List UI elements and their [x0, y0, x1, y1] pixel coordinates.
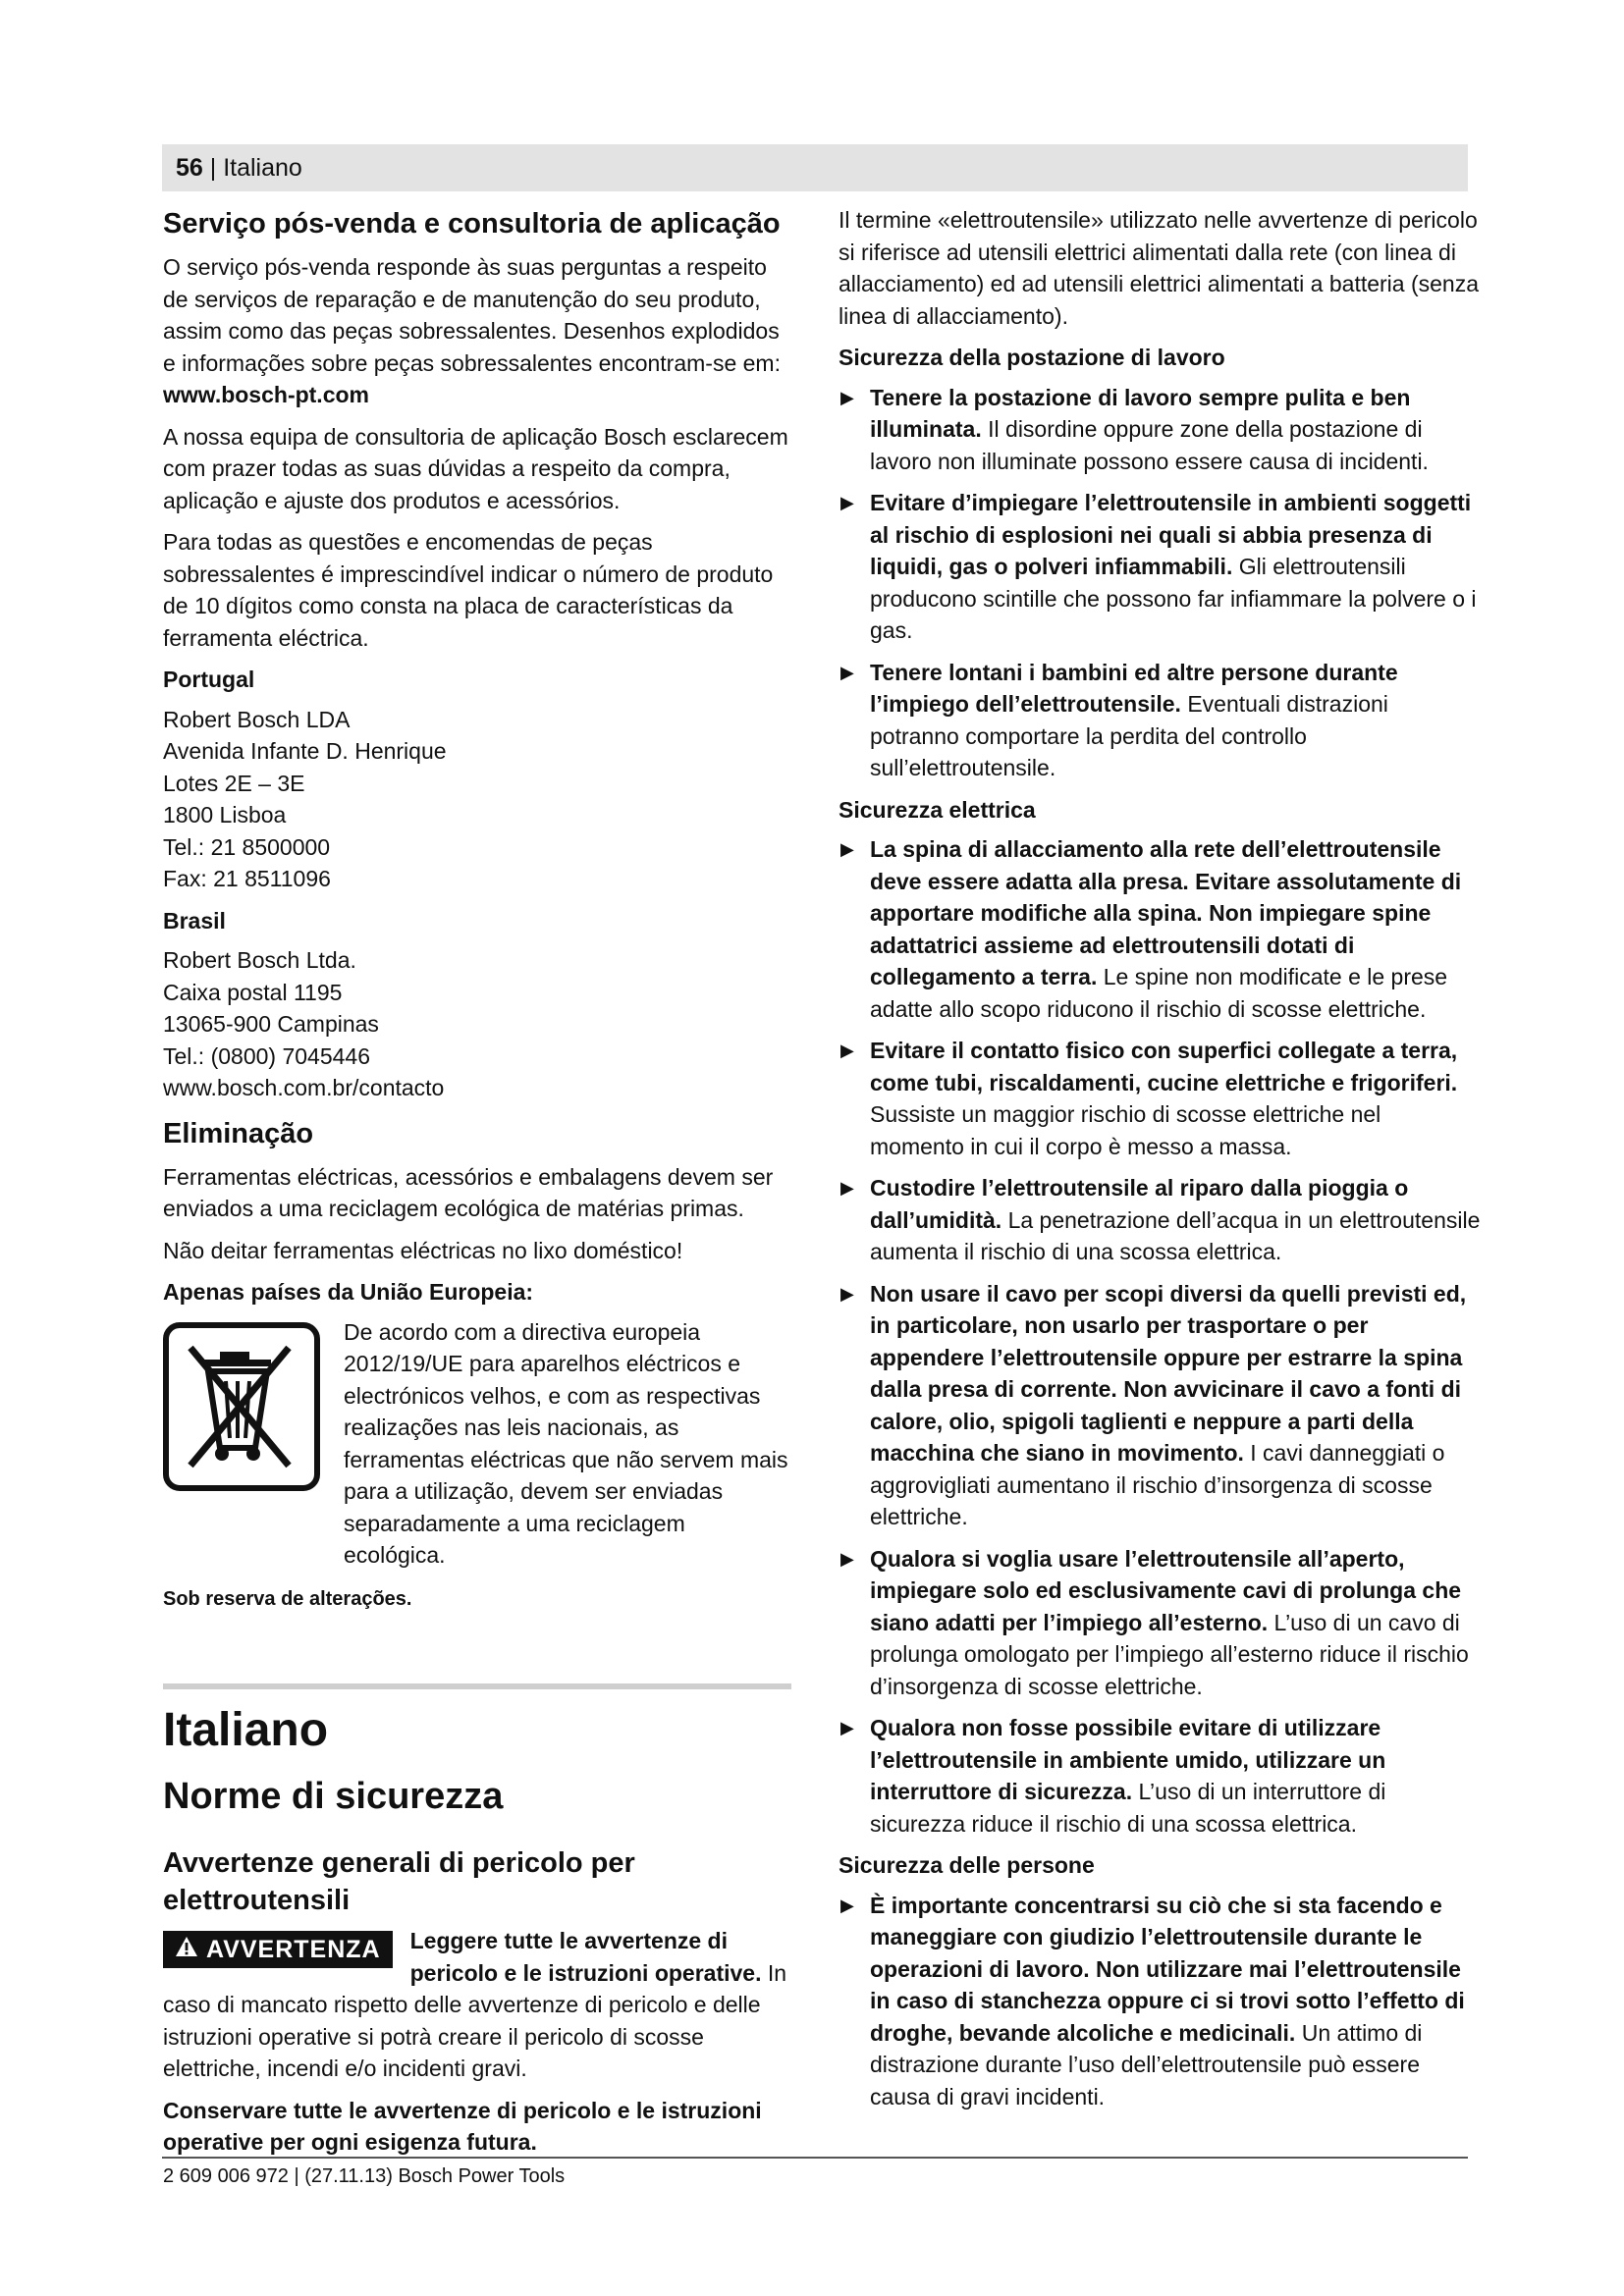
bullet-arrow-icon: ▶	[840, 1178, 854, 1198]
warning-badge	[163, 1931, 393, 1968]
bullet-bold: Tenere lontani i bambini ed altre persone durante l’impiego dell’elettroutensile.	[870, 659, 1398, 717]
address-line: 1800 Lisboa	[163, 802, 287, 828]
address-line: 13065-900 Campinas	[163, 1011, 379, 1037]
bullet-item	[839, 382, 1481, 478]
footer-divider	[162, 2157, 1468, 2159]
warning-badge-label: AVVERTENZA	[206, 1936, 381, 1963]
service-paragraph-1-text: O serviço pós-venda responde às suas perguntas a respeito de serviços de reparação e de manutenção do seu produto, assim como das peças sobressalentes. Desenhos explodidos e informações sobre peças sobressalentes encontram-se em:	[163, 254, 781, 376]
avvertenze-title: Avvertenze generali di pericolo per elettroutensili	[163, 1847, 635, 1916]
bullet-arrow-icon: ▶	[840, 1718, 854, 1737]
bullet-bold: La spina di allacciamento alla rete dell’elettroutensile deve essere adatta alla presa. Evitare assolutamente di apportare modifiche alla spina. Non impiegare spine adattatrici assieme ad elettroutensili dotati di collegamento a terra.	[870, 836, 1462, 989]
address-line: Robert Bosch Ltda.	[163, 947, 356, 973]
bullet-arrow-icon: ▶	[840, 1895, 854, 1915]
work-safety-heading: Sicurezza della postazione di lavoro	[839, 345, 1225, 370]
bullet-arrow-icon: ▶	[840, 662, 854, 682]
eu-heading: Apenas países da União Europeia:	[163, 1279, 534, 1305]
service-title: Serviço pós-venda e consultoria de aplicação	[163, 208, 781, 240]
bullet-item	[839, 1543, 1481, 1703]
bullet-arrow-icon: ▶	[840, 387, 854, 407]
bullet-arrow-icon: ▶	[840, 839, 854, 859]
bullet-item	[839, 1035, 1481, 1162]
bullet-text: I cavi danneggiati o aggrovigliati aumentano il rischio d’insorgenza di scosse elettriche.	[870, 1440, 1445, 1529]
portugal-heading: Portugal	[163, 667, 255, 692]
left-column	[163, 204, 791, 2168]
service-url: www.bosch-pt.com	[163, 382, 369, 407]
warning-paragraph	[163, 1925, 791, 2085]
bullet-bold: Non usare il cavo per scopi diversi da quelli previsti ed, in particolare, non usarlo per trasportare o per appendere l’elettroutensile oppure per estrarre la spina dalla presa di corrente. Non avvicinare il cavo a fonti di calore, olio, spigoli taglienti e neppure a parti della macchina che siano in movimento.	[870, 1280, 1467, 1466]
portugal-address	[163, 704, 791, 895]
page-number: 56	[176, 154, 203, 182]
bullet-item	[839, 487, 1481, 647]
bullet-text: Gli elettroutensili producono scintille che possono far infiammare la polvere o i gas.	[870, 554, 1477, 643]
bullet-bold: Qualora non fosse possibile evitare di utilizzare l’elettroutensile in ambiente umido, utilizzare un interruttore di sicurezza.	[870, 1715, 1386, 1804]
keep-instructions: Conservare tutte le avvertenze di pericolo e le istruzioni operative per ogni esigenza futura.	[163, 2097, 762, 2155]
service-paragraph-3: Para todas as questões e encomendas de peças sobressalentes é imprescindível indicar o número de produto de 10 dígitos como consta na placa de características da ferramenta eléctrica.	[163, 529, 774, 651]
footer-text: 2 609 006 972 | (27.11.13) Bosch Power Tools	[163, 2165, 566, 2187]
service-paragraph-1	[163, 251, 791, 411]
electric-safety-heading: Sicurezza elettrica	[839, 796, 1036, 823]
brasil-address	[163, 944, 791, 1104]
intro-paragraph: Il termine «elettroutensile» utilizzato nelle avvertenze di pericolo si riferisce ad utensili elettrici alimentati dalla rete (con linea di allacciamento) ed ad utensili elettrici alimentati a batteria (senza linea di allacciamento).	[839, 207, 1479, 329]
address-line: Fax: 21 8511096	[163, 866, 331, 891]
bullet-arrow-icon: ▶	[840, 1548, 854, 1569]
bullet-item	[839, 833, 1481, 1025]
bullet-bold: Qualora si voglia usare l’elettroutensile all’aperto, impiegare solo ed esclusivamente cavi di prolunga che siano adatti per l’impiego all’esterno.	[870, 1545, 1462, 1635]
address-line: Robert Bosch LDA	[163, 706, 351, 732]
bullet-text: Sussiste un maggior rischio di scosse elettriche nel momento in cui il corpo è messo a massa.	[870, 1101, 1381, 1159]
address-line: Avenida Infante D. Henrique	[163, 738, 447, 764]
bullet-text: Un attimo di distrazione durante l’uso dell’elettroutensile può essere causa di gravi incidenti.	[870, 2019, 1423, 2109]
bullet-item	[839, 1712, 1481, 1840]
bullet-text: La penetrazione dell’acqua in un elettroutensile aumenta il rischio di una scossa elettrica.	[870, 1206, 1481, 1264]
bullet-item	[839, 1172, 1481, 1268]
bullet-text: Eventuali distrazioni potranno comportare la perdita del controllo sull’elettroutensile.	[870, 691, 1388, 780]
bullet-item	[839, 1278, 1481, 1533]
address-line: Tel.: (0800) 7045446	[163, 1042, 370, 1069]
header-bar	[162, 144, 1468, 191]
header-text	[176, 152, 302, 184]
disposal-paragraph-2: Não deitar ferramentas eléctricas no lixo doméstico!	[163, 1237, 683, 1263]
bullet-bold: Tenere la postazione di lavoro sempre pulita e ben illuminata.	[870, 384, 1411, 442]
italiano-title: Italiano	[163, 1704, 329, 1756]
bullet-bold: Evitare il contatto fisico con superfici collegate a terra, come tubi, riscaldamenti, cucine elettriche e frigoriferi.	[870, 1038, 1458, 1095]
bullet-bold: Custodire l’elettroutensile al riparo dalla pioggia o dall’umidità.	[870, 1175, 1409, 1233]
brasil-heading: Brasil	[163, 907, 226, 934]
bullet-item	[839, 657, 1481, 784]
header-separator: |	[202, 154, 224, 182]
address-line: Lotes 2E – 3E	[163, 770, 305, 796]
address-line: www.bosch.com.br/contacto	[163, 1075, 445, 1100]
address-line: Tel.: 21 8500000	[163, 833, 331, 860]
bullet-text: Il disordine oppure zone della postazione di lavoro non illuminate possono essere causa di incidenti.	[870, 416, 1429, 474]
service-paragraph-2: A nossa equipa de consultoria de aplicação Bosch esclarecem com prazer todas as suas dúvidas a respeito da compra, aplicação e ajuste dos produtos e acessórios.	[163, 423, 788, 513]
address-line: Caixa postal 1195	[163, 979, 343, 1005]
reserve-note: Sob reserva de alterações.	[163, 1587, 412, 1610]
weee-text: De acordo com a directiva europeia 2012/19/UE para aparelhos eléctricos e electrónicos velhos, e com as respectivas realizações nas leis nacionais, as ferramentas eléctricas que não servem mais para a utilização, devem ser enviadas separadamente a uma reciclagem ecológica.	[344, 1318, 788, 1568]
norme-title: Norme di sicurezza	[163, 1776, 504, 1817]
bullet-text: L’uso di un interruttore di sicurezza riduce il rischio di una scossa elettrica.	[870, 1779, 1386, 1837]
disposal-paragraph-1: Ferramentas eléctricas, acessórios e embalagens devem ser enviados a uma reciclagem ecológica de matérias primas.	[163, 1163, 774, 1221]
warning-text: In caso di mancato rispetto delle avvertenze di pericolo e delle istruzioni operative si potrà creare il pericolo di scosse elettriche, incendi e/o incidenti gravi.	[163, 1959, 787, 2081]
bullet-arrow-icon: ▶	[840, 1283, 854, 1304]
bullet-text: Le spine non modificate e le prese adatte allo scopo riducono il rischio di scosse elettriche.	[870, 964, 1448, 1022]
persons-safety-heading: Sicurezza delle persone	[839, 1852, 1095, 1878]
disposal-title: Eliminação	[163, 1117, 314, 1149]
weee-block	[163, 1316, 791, 1572]
bullet-bold: Evitare d’impiegare l’elettroutensile in ambienti soggetti al rischio di esplosioni nei quali si abbia presenza di liquidi, gas o polveri infiammabili.	[870, 490, 1472, 579]
bullet-text: L’uso di un cavo di prolunga omologato per l’impiego all’esterno riduce il rischio d’insorgenza di scosse elettriche.	[870, 1609, 1469, 1699]
warning-triangle-icon	[175, 1935, 198, 1964]
header-language: Italiano	[223, 154, 302, 182]
crossed-bin-icon	[163, 1316, 340, 1572]
section-divider	[163, 1683, 791, 1689]
bullet-arrow-icon: ▶	[840, 493, 854, 512]
bullet-item	[839, 1890, 1481, 2113]
bullet-arrow-icon: ▶	[840, 1041, 854, 1060]
warning-bold-text: Leggere tutte le avvertenze di pericolo e le istruzioni operative.	[409, 1928, 762, 1986]
bullet-bold: È importante concentrarsi su ciò che si sta facendo e maneggiare con giudizio l’elettroutensile durante le operazioni di lavoro. Non utilizzare mai l’elettroutensile in caso di stanchezza oppure ci si trovi sotto l’effetto di droghe, bevande alcoliche e medicinali.	[870, 1892, 1465, 2046]
right-column	[839, 204, 1481, 2122]
